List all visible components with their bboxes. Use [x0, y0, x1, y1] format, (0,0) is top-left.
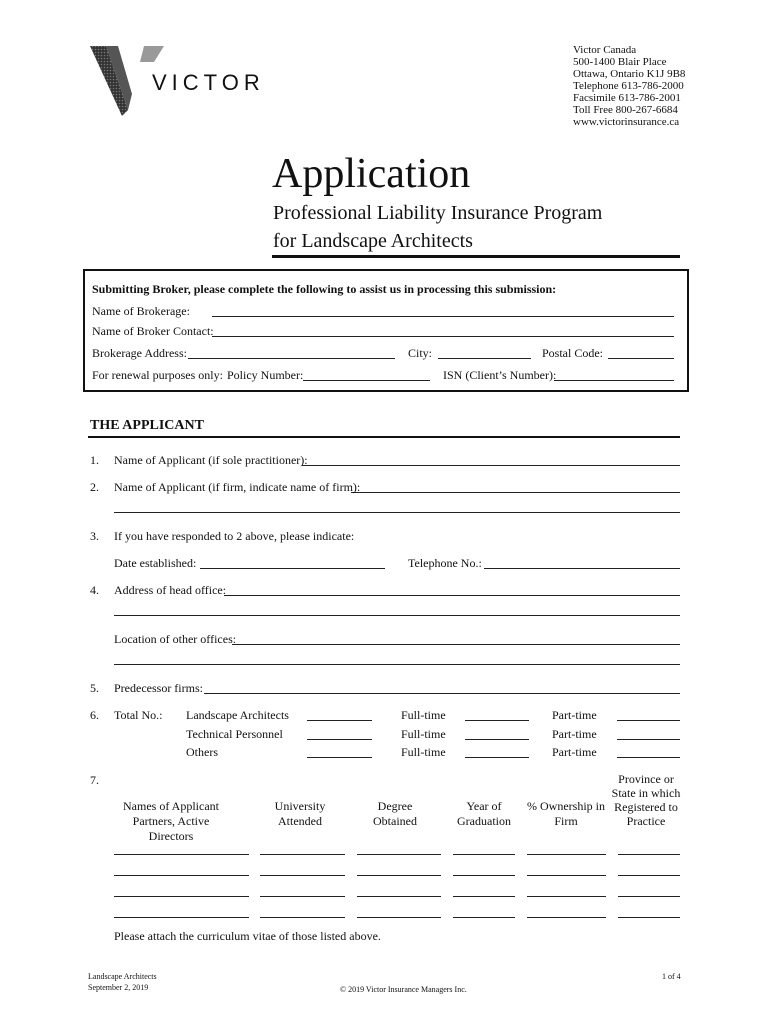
- col-header-university: University Attended: [274, 799, 326, 828]
- address-line: 500-1400 Blair Place: [573, 56, 667, 68]
- policy-number-field[interactable]: [303, 380, 430, 381]
- section-heading: THE APPLICANT: [90, 418, 204, 433]
- page-subtitle: Professional Liability Insurance Program: [273, 202, 603, 224]
- address-line: Telephone 613-786-2000: [573, 80, 684, 92]
- row1-name-field[interactable]: [114, 854, 249, 855]
- applicant-name-field[interactable]: [302, 465, 680, 466]
- col-header-names: Names of Applicant Partners, Active Directors: [123, 799, 219, 843]
- row1-university-field[interactable]: [260, 854, 345, 855]
- full-time-label: Full-time: [401, 708, 446, 722]
- staff-row-label: Technical Personnel: [186, 727, 283, 741]
- isn-label: ISN (Client’s Number):: [443, 368, 557, 382]
- row4-year-field[interactable]: [453, 917, 515, 918]
- row4-province-field[interactable]: [618, 917, 680, 918]
- company-address: [573, 44, 685, 128]
- telephone-label: Telephone No.:: [408, 556, 482, 570]
- technical-personnel-parttime-field[interactable]: [617, 739, 680, 740]
- row3-university-field[interactable]: [260, 896, 345, 897]
- logo-text: VICTOR: [152, 70, 265, 95]
- row4-university-field[interactable]: [260, 917, 345, 918]
- q3-label: If you have responded to 2 above, please indicate:: [114, 529, 355, 543]
- head-office-field-2[interactable]: [114, 615, 680, 616]
- attach-note: Please attach the curriculum vitae of those listed above.: [114, 929, 381, 943]
- col-header-province: Province or State in which Registered to Practice: [611, 772, 681, 828]
- row3-ownership-field[interactable]: [527, 896, 606, 897]
- row2-degree-field[interactable]: [357, 875, 441, 876]
- landscape-architects-fulltime-field[interactable]: [465, 720, 529, 721]
- row2-university-field[interactable]: [260, 875, 345, 876]
- part-time-label: Part-time: [552, 745, 597, 759]
- broker-intro: Submitting Broker, please complete the following to assist us in processing this submission:: [92, 282, 557, 296]
- q5-label: Predecessor firms:: [114, 681, 203, 695]
- telephone-field[interactable]: [484, 568, 680, 569]
- technical-personnel-total-field[interactable]: [307, 739, 372, 740]
- firm-name-field-2[interactable]: [114, 512, 680, 513]
- firm-name-field[interactable]: [351, 492, 680, 493]
- part-time-label: Part-time: [552, 727, 597, 741]
- row4-degree-field[interactable]: [357, 917, 441, 918]
- q2-number: 2.: [90, 480, 99, 494]
- row2-province-field[interactable]: [618, 875, 680, 876]
- city-field[interactable]: [438, 358, 531, 359]
- brokerage-name-field[interactable]: [212, 316, 674, 317]
- row2-ownership-field[interactable]: [527, 875, 606, 876]
- postal-code-field[interactable]: [608, 358, 674, 359]
- q2-label: Name of Applicant (if firm, indicate name of firm):: [114, 480, 361, 494]
- head-office-field[interactable]: [224, 595, 680, 596]
- postal-code-label: Postal Code:: [542, 346, 604, 360]
- full-time-label: Full-time: [401, 727, 446, 741]
- row1-year-field[interactable]: [453, 854, 515, 855]
- row4-name-field[interactable]: [114, 917, 249, 918]
- q6-number: 6.: [90, 708, 99, 722]
- staff-row-label: Others: [186, 745, 218, 759]
- footer-page-number: 1 of 4: [662, 972, 681, 981]
- policy-number-label: Policy Number:: [227, 368, 304, 382]
- footer-date: September 2, 2019: [88, 983, 149, 992]
- q3-number: 3.: [90, 529, 99, 543]
- city-label: City:: [408, 346, 433, 360]
- col-header-ownership: % Ownership in Firm: [527, 799, 605, 828]
- staff-row-label: Landscape Architects: [186, 708, 289, 722]
- date-established-field[interactable]: [200, 568, 385, 569]
- footer-copyright: © 2019 Victor Insurance Managers Inc.: [340, 985, 467, 994]
- landscape-architects-total-field[interactable]: [307, 720, 372, 721]
- isn-field[interactable]: [554, 380, 674, 381]
- brokerage-address-label: Brokerage Address:: [92, 346, 187, 360]
- row1-degree-field[interactable]: [357, 854, 441, 855]
- q1-label: Name of Applicant (if sole practitioner):: [114, 453, 308, 467]
- row3-year-field[interactable]: [453, 896, 515, 897]
- row3-name-field[interactable]: [114, 896, 249, 897]
- others-total-field[interactable]: [307, 757, 372, 758]
- q5-number: 5.: [90, 681, 99, 695]
- brokerage-name-label: Name of Brokerage:: [92, 304, 190, 318]
- brokerage-address-field[interactable]: [188, 358, 395, 359]
- address-line: Facsimile 613-786-2001: [573, 92, 681, 104]
- row2-year-field[interactable]: [453, 875, 515, 876]
- other-offices-label: Location of other offices:: [114, 632, 237, 646]
- address-line: Victor Canada: [573, 44, 637, 56]
- address-line: Ottawa, Ontario K1J 9B8: [573, 68, 686, 80]
- title-rule: [272, 255, 680, 258]
- other-offices-field[interactable]: [232, 644, 680, 645]
- victor-logo: [88, 42, 288, 120]
- website-link[interactable]: www.victorinsurance.ca: [573, 116, 680, 128]
- renewal-label: For renewal purposes only:: [92, 368, 223, 382]
- footer-form-name: Landscape Architects: [88, 972, 157, 981]
- other-offices-field-2[interactable]: [114, 664, 680, 665]
- row1-province-field[interactable]: [618, 854, 680, 855]
- full-time-label: Full-time: [401, 745, 446, 759]
- technical-personnel-fulltime-field[interactable]: [465, 739, 529, 740]
- part-time-label: Part-time: [552, 708, 597, 722]
- section-rule: [88, 436, 680, 438]
- col-header-year: Year of Graduation: [457, 799, 511, 828]
- q1-number: 1.: [90, 453, 99, 467]
- others-parttime-field[interactable]: [617, 757, 680, 758]
- q4-number: 4.: [90, 583, 99, 597]
- col-header-degree: Degree Obtained: [373, 799, 417, 828]
- q6-label: Total No.:: [114, 708, 163, 722]
- row2-name-field[interactable]: [114, 875, 249, 876]
- row3-degree-field[interactable]: [357, 896, 441, 897]
- address-line: Toll Free 800-267-6684: [573, 104, 678, 116]
- row4-ownership-field[interactable]: [527, 917, 606, 918]
- landscape-architects-parttime-field[interactable]: [617, 720, 680, 721]
- broker-contact-label: Name of Broker Contact:: [92, 324, 214, 338]
- q7-number: 7.: [90, 773, 99, 787]
- q4-label: Address of head office:: [114, 583, 227, 597]
- others-fulltime-field[interactable]: [465, 757, 529, 758]
- row3-province-field[interactable]: [618, 896, 680, 897]
- page-subtitle-2: for Landscape Architects: [273, 230, 473, 252]
- row1-ownership-field[interactable]: [527, 854, 606, 855]
- page-title: Application: [272, 151, 471, 197]
- date-established-label: Date established:: [114, 556, 197, 570]
- predecessor-firms-field[interactable]: [204, 693, 680, 694]
- broker-contact-field[interactable]: [212, 336, 674, 337]
